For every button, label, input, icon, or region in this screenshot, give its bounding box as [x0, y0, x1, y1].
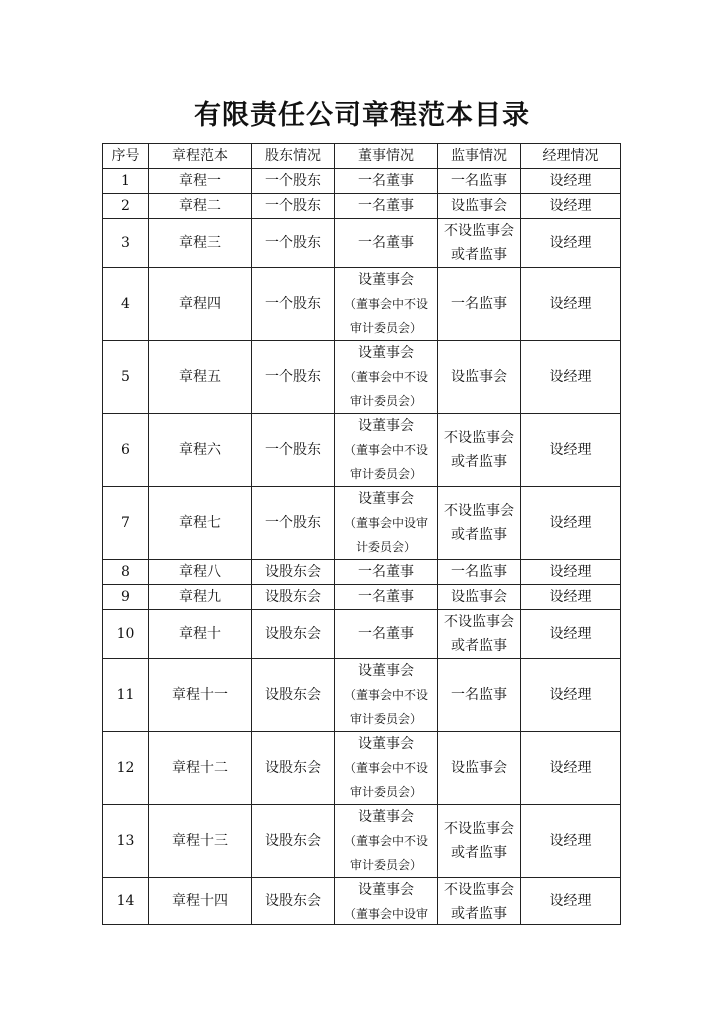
cell-template: 章程三 [149, 219, 252, 268]
cell-shareholder: 设股东会 [252, 610, 335, 659]
cell-supervisor [438, 732, 521, 805]
cell-template: 章程九 [149, 585, 252, 610]
cell-supervisor-line: 或者监事 [451, 454, 507, 470]
table-row [103, 487, 621, 560]
cell-board-line: 一名董事 [358, 173, 414, 189]
cell-board-line: 计委员会） [355, 540, 416, 554]
cell-board-line: 一名董事 [358, 589, 414, 605]
cell-shareholder: 设股东会 [252, 805, 335, 878]
cell-template: 章程十三 [149, 805, 252, 878]
cell-template: 章程六 [149, 414, 252, 487]
cell-board-line: 设董事会 [358, 272, 414, 288]
cell-supervisor-line: 设监事会 [451, 369, 507, 385]
cell-template: 章程八 [149, 560, 252, 585]
cell-board-line: 设董事会 [358, 345, 414, 361]
cell-board [335, 219, 438, 268]
header-supervisor: 监事情况 [438, 144, 521, 169]
cell-supervisor-line: 一名监事 [451, 564, 507, 580]
cell-supervisor [438, 610, 521, 659]
cell-manager: 设经理 [521, 659, 621, 732]
cell-seq: 11 [103, 659, 149, 732]
cell-board [335, 585, 438, 610]
cell-shareholder: 设股东会 [252, 560, 335, 585]
cell-template: 章程七 [149, 487, 252, 560]
cell-manager: 设经理 [521, 878, 621, 925]
cell-board [335, 878, 438, 925]
cell-shareholder: 设股东会 [252, 585, 335, 610]
cell-supervisor [438, 585, 521, 610]
table-row [103, 659, 621, 732]
cell-board [335, 169, 438, 194]
table-row [103, 341, 621, 414]
cell-board-line: 设董事会 [358, 418, 414, 434]
cell-seq: 2 [103, 194, 149, 219]
cell-supervisor [438, 219, 521, 268]
cell-supervisor-line: 不设监事会 [444, 614, 514, 630]
cell-board [335, 414, 438, 487]
cell-template: 章程十一 [149, 659, 252, 732]
cell-board-line: （董事会中不设 [343, 834, 428, 848]
cell-manager: 设经理 [521, 194, 621, 219]
cell-shareholder: 设股东会 [252, 732, 335, 805]
cell-board-line: 设董事会 [358, 736, 414, 752]
cell-supervisor-line: 或者监事 [451, 845, 507, 861]
cell-manager: 设经理 [521, 805, 621, 878]
cell-board-line: 审计委员会） [349, 858, 422, 872]
cell-seq: 14 [103, 878, 149, 925]
header-template: 章程范本 [149, 144, 252, 169]
cell-supervisor [438, 341, 521, 414]
cell-template: 章程十 [149, 610, 252, 659]
cell-board-line: （董事会中不设 [343, 297, 428, 311]
cell-board-line: 一名董事 [358, 198, 414, 214]
table-row [103, 414, 621, 487]
cell-template: 章程二 [149, 194, 252, 219]
cell-board-line: （董事会中不设 [343, 688, 428, 702]
cell-supervisor [438, 268, 521, 341]
cell-seq: 6 [103, 414, 149, 487]
cell-supervisor [438, 878, 521, 925]
cell-board [335, 610, 438, 659]
cell-supervisor [438, 194, 521, 219]
cell-board [335, 268, 438, 341]
header-seq: 序号 [103, 144, 149, 169]
cell-manager: 设经理 [521, 585, 621, 610]
cell-shareholder: 一个股东 [252, 219, 335, 268]
cell-manager: 设经理 [521, 610, 621, 659]
cell-supervisor-line: 或者监事 [451, 247, 507, 263]
header-board: 董事情况 [335, 144, 438, 169]
cell-manager: 设经理 [521, 560, 621, 585]
table-header-row [103, 144, 621, 169]
table-row [103, 268, 621, 341]
cell-manager: 设经理 [521, 219, 621, 268]
table-row [103, 219, 621, 268]
cell-seq: 7 [103, 487, 149, 560]
cell-shareholder: 一个股东 [252, 341, 335, 414]
cell-supervisor [438, 805, 521, 878]
cell-shareholder: 一个股东 [252, 194, 335, 219]
cell-manager: 设经理 [521, 414, 621, 487]
page-title: 有限责任公司章程范本目录 [194, 100, 530, 131]
cell-supervisor-line: 或者监事 [451, 527, 507, 543]
table-row [103, 805, 621, 878]
cell-board-line: 审计委员会） [349, 321, 422, 335]
cell-supervisor-line: 设监事会 [451, 198, 507, 214]
cell-board-line: 审计委员会） [349, 785, 422, 799]
cell-board-line: （董事会中设审 [343, 907, 428, 921]
cell-supervisor [438, 560, 521, 585]
table-row [103, 732, 621, 805]
cell-supervisor-line: 不设监事会 [444, 430, 514, 446]
cell-supervisor-line: 不设监事会 [444, 882, 514, 898]
cell-shareholder: 一个股东 [252, 487, 335, 560]
cell-seq: 9 [103, 585, 149, 610]
cell-board-line: 设董事会 [358, 491, 414, 507]
cell-supervisor-line: 不设监事会 [444, 503, 514, 519]
cell-seq: 5 [103, 341, 149, 414]
cell-supervisor [438, 487, 521, 560]
cell-supervisor [438, 169, 521, 194]
cell-seq: 10 [103, 610, 149, 659]
cell-supervisor-line: 设监事会 [451, 589, 507, 605]
header-shareholder: 股东情况 [252, 144, 335, 169]
cell-board-line: （董事会中不设 [343, 761, 428, 775]
cell-supervisor-line: 或者监事 [451, 638, 507, 654]
cell-board-line: 设董事会 [358, 663, 414, 679]
cell-supervisor-line: 不设监事会 [444, 223, 514, 239]
cell-supervisor-line: 不设监事会 [444, 821, 514, 837]
cell-supervisor-line: 或者监事 [451, 906, 507, 922]
cell-board-line: 设董事会 [358, 882, 414, 898]
cell-manager: 设经理 [521, 341, 621, 414]
table-row [103, 560, 621, 585]
cell-supervisor-line: 一名监事 [451, 687, 507, 703]
cell-seq: 8 [103, 560, 149, 585]
cell-board-line: （董事会中不设 [343, 370, 428, 384]
cell-template: 章程十二 [149, 732, 252, 805]
table-row [103, 169, 621, 194]
catalog-table [102, 143, 621, 925]
cell-shareholder: 一个股东 [252, 414, 335, 487]
table-row [103, 610, 621, 659]
cell-shareholder: 一个股东 [252, 268, 335, 341]
cell-template: 章程十四 [149, 878, 252, 925]
cell-board [335, 560, 438, 585]
header-manager: 经理情况 [521, 144, 621, 169]
cell-supervisor-line: 一名监事 [451, 296, 507, 312]
table-row [103, 194, 621, 219]
cell-board [335, 487, 438, 560]
cell-board [335, 194, 438, 219]
cell-template: 章程四 [149, 268, 252, 341]
cell-board-line: （董事会中不设 [343, 443, 428, 457]
cell-board-line: 审计委员会） [349, 467, 422, 481]
cell-template: 章程一 [149, 169, 252, 194]
cell-manager: 设经理 [521, 169, 621, 194]
cell-seq: 3 [103, 219, 149, 268]
cell-board-line: 审计委员会） [349, 712, 422, 726]
cell-board [335, 341, 438, 414]
cell-board-line: 设董事会 [358, 809, 414, 825]
cell-template: 章程五 [149, 341, 252, 414]
cell-supervisor-line: 设监事会 [451, 760, 507, 776]
cell-supervisor-line: 一名监事 [451, 173, 507, 189]
cell-supervisor [438, 659, 521, 732]
cell-board [335, 805, 438, 878]
cell-board-line: （董事会中设审 [343, 516, 428, 530]
cell-shareholder: 一个股东 [252, 169, 335, 194]
cell-supervisor [438, 414, 521, 487]
cell-seq: 13 [103, 805, 149, 878]
cell-manager: 设经理 [521, 487, 621, 560]
cell-board [335, 659, 438, 732]
cell-board-line: 一名董事 [358, 564, 414, 580]
cell-manager: 设经理 [521, 732, 621, 805]
cell-board-line: 一名董事 [358, 235, 414, 251]
cell-seq: 4 [103, 268, 149, 341]
cell-board [335, 732, 438, 805]
table-body [103, 169, 621, 925]
cell-board-line: 审计委员会） [349, 394, 422, 408]
table-row [103, 585, 621, 610]
cell-board-line: 一名董事 [358, 626, 414, 642]
cell-manager: 设经理 [521, 268, 621, 341]
cell-seq: 12 [103, 732, 149, 805]
cell-seq: 1 [103, 169, 149, 194]
cell-shareholder: 设股东会 [252, 659, 335, 732]
cell-shareholder: 设股东会 [252, 878, 335, 925]
table-row [103, 878, 621, 925]
